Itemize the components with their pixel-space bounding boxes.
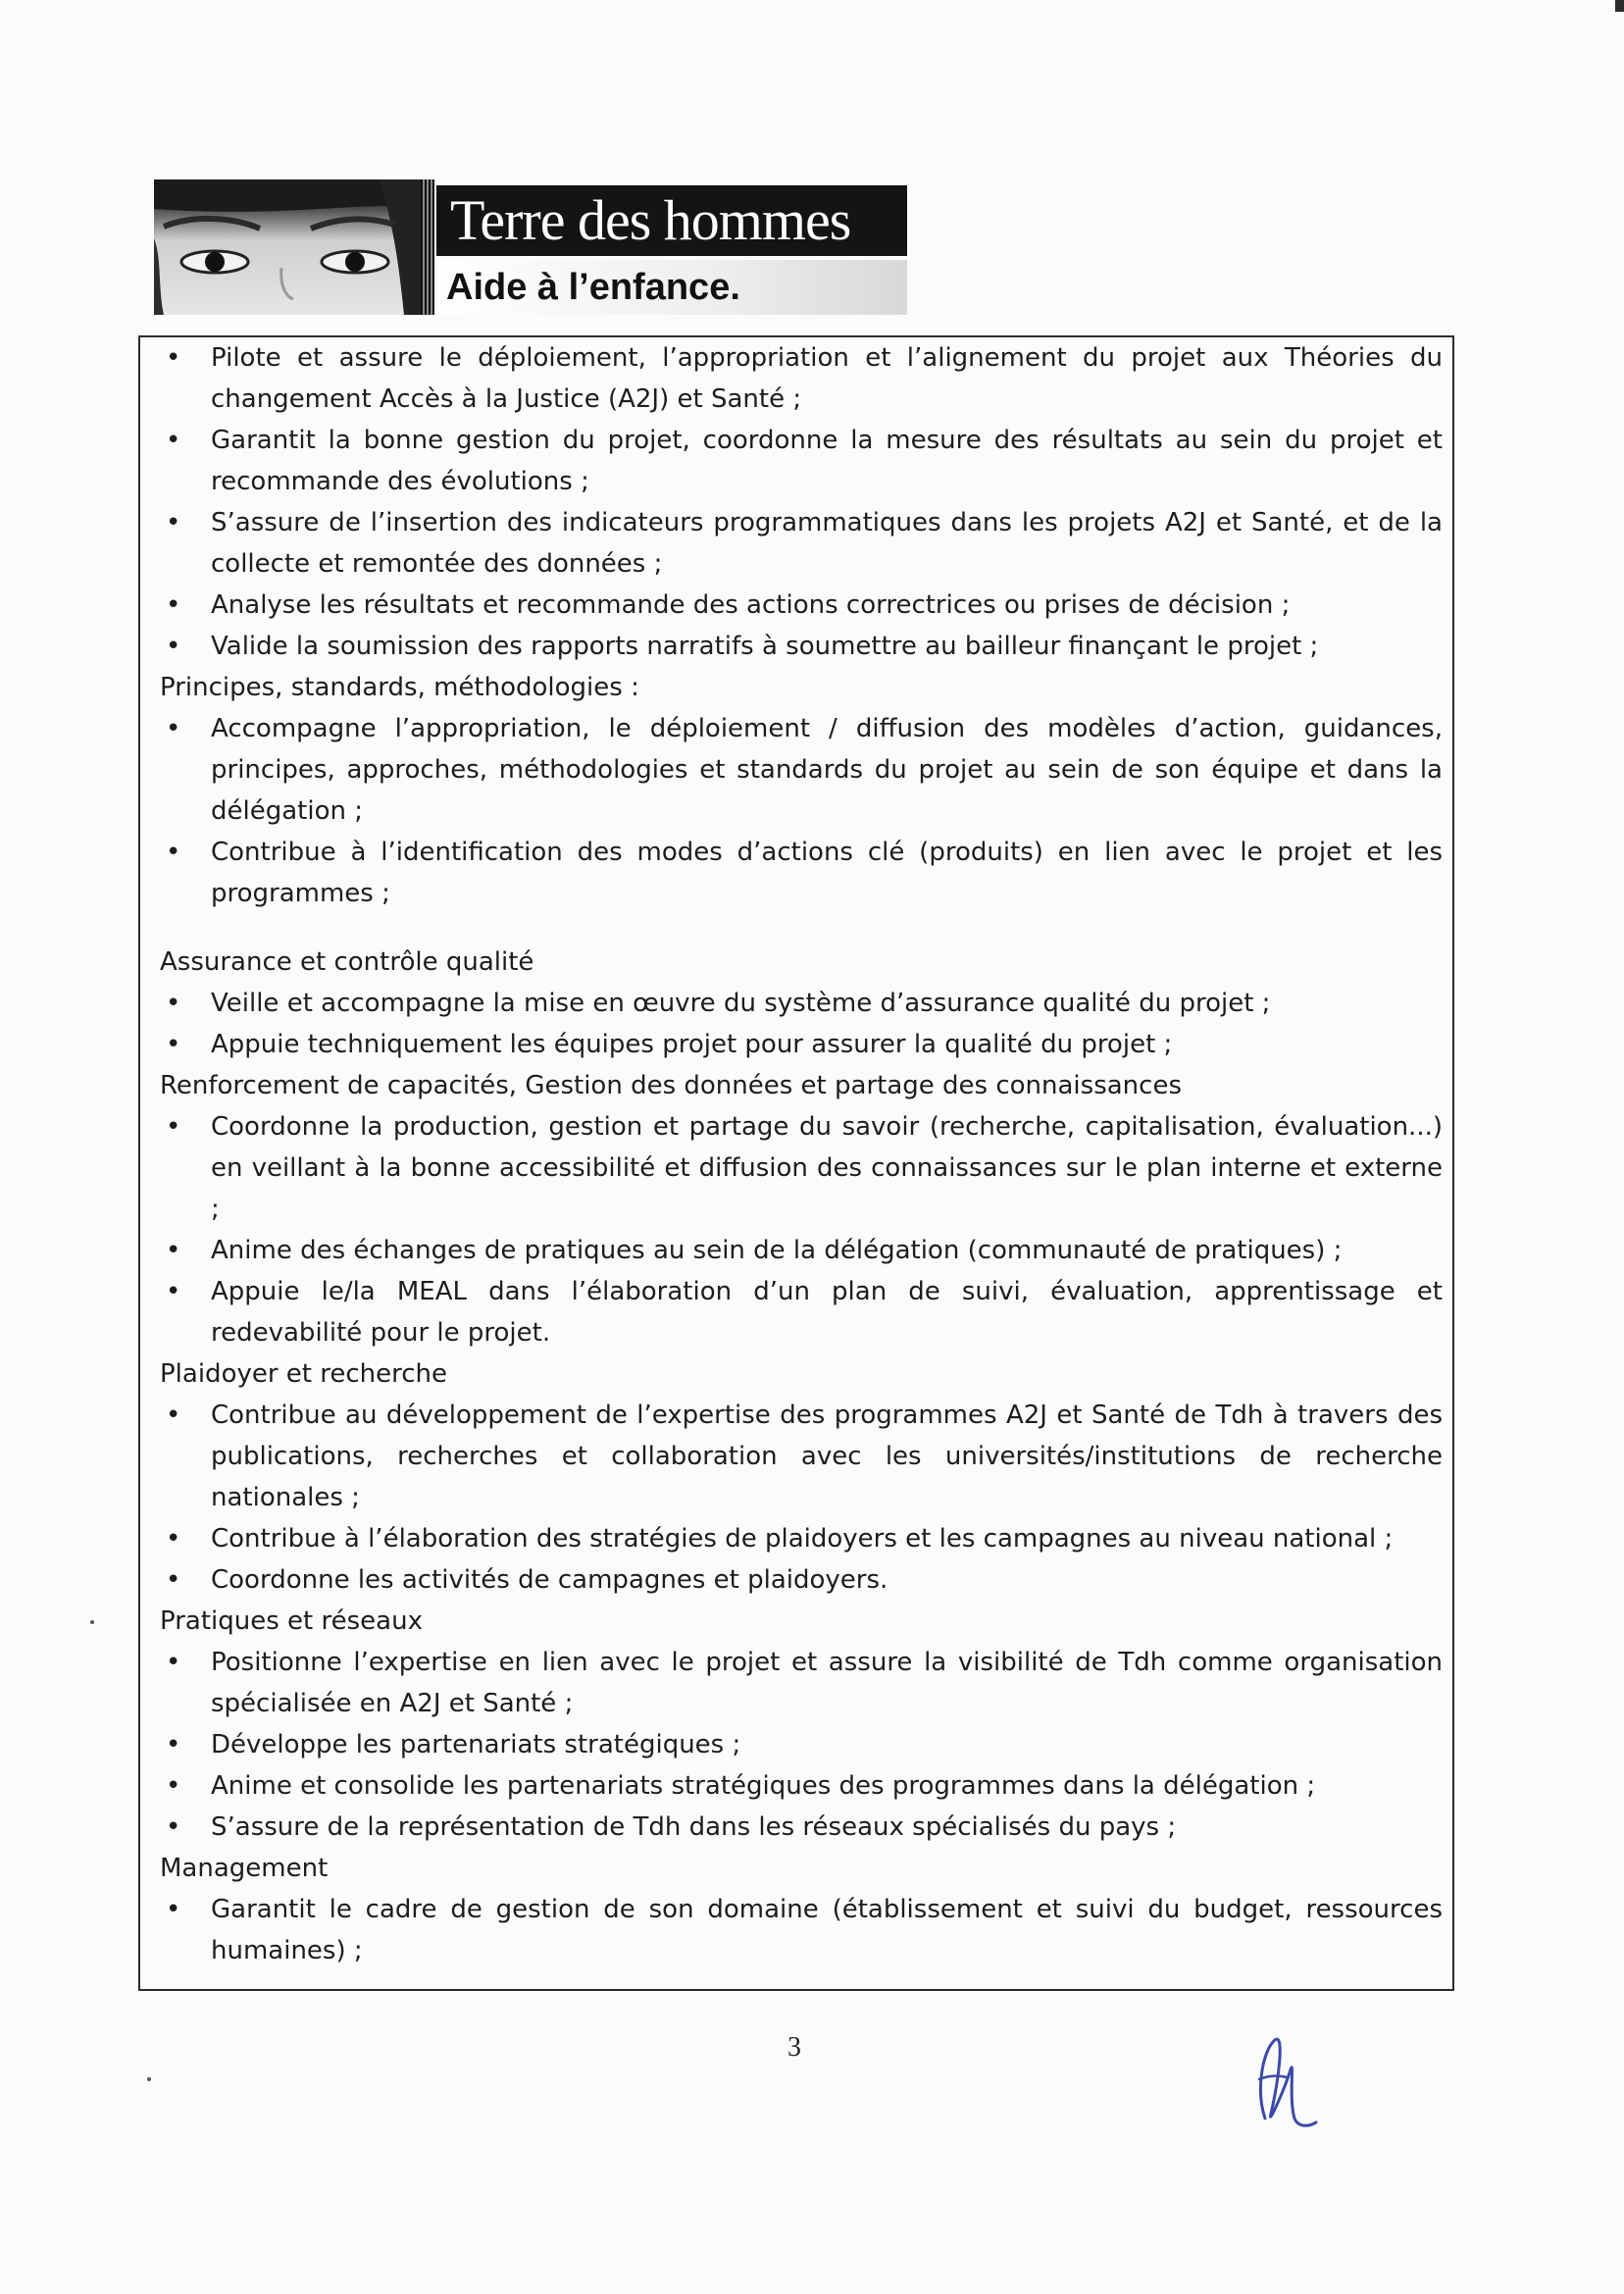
scan-speck bbox=[147, 2077, 151, 2081]
list-item: • Veille et accompagne la mise en œuvre du système d’assurance qualité du projet ; bbox=[160, 983, 1443, 1024]
bullet-icon: • bbox=[166, 1771, 181, 1801]
list-item: • Analyse les résultats et recommande des actions correctrices ou prises de décision ; bbox=[160, 585, 1443, 626]
content-box bbox=[138, 335, 1454, 1991]
list-item: • Accompagne l’appropriation, le déploiement / diffusion des modèles d’action, guidances, principes, approches, méthodologies et standards du projet au sein de son équipe et dans la délégation ; bbox=[160, 708, 1443, 832]
section-title-plaidoyer: Plaidoyer et recherche bbox=[160, 1359, 448, 1389]
bullet-icon: • bbox=[166, 1730, 181, 1759]
list-item: • S’assure de l’insertion des indicateurs programmatiques dans les projets A2J et Santé, et de la collecte et remontée des données ; bbox=[160, 502, 1443, 585]
list-item: • Pilote et assure le déploiement, l’appropriation et l’alignement du projet aux Théories du changement Accès à la Justice (A2J) et Santé ; bbox=[160, 337, 1443, 420]
list-item: • Garantit le cadre de gestion de son domaine (établissement et suivi du budget, ressources humaines) ; bbox=[160, 1889, 1443, 1971]
scan-edge-mark bbox=[1615, 0, 1624, 12]
section-bullet-list bbox=[160, 1106, 1443, 1353]
bullet-icon: • bbox=[166, 632, 181, 661]
list-item: • Appuie le/la MEAL dans l’élaboration d’un plan de suivi, évaluation, apprentissage et redevabilité pour le projet. bbox=[160, 1271, 1443, 1353]
bullet-icon: • bbox=[166, 1812, 181, 1842]
section-title-management: Management bbox=[160, 1854, 329, 1883]
bullet-icon: • bbox=[166, 714, 181, 743]
list-item: • Garantit la bonne gestion du projet, coordonne la mesure des résultats au sein du projet et recommande des évolutions ; bbox=[160, 420, 1443, 502]
intro-bullet-list bbox=[160, 337, 1443, 667]
handwritten-signature bbox=[1245, 2020, 1324, 2142]
list-item: • Anime des échanges de pratiques au sein de la délégation (communauté de pratiques) ; bbox=[160, 1230, 1443, 1271]
section-bullet-list bbox=[160, 1642, 1443, 1848]
page-number: 3 bbox=[787, 2032, 801, 2063]
bullet-icon: • bbox=[166, 989, 181, 1018]
bullet-icon: • bbox=[166, 1112, 181, 1142]
list-item: • Contribue à l’identification des modes d’actions clé (produits) en lien avec le projet et les programmes ; bbox=[160, 832, 1443, 914]
bullet-icon: • bbox=[166, 1648, 181, 1677]
logo-divider bbox=[421, 179, 434, 315]
bullet-icon: • bbox=[166, 1236, 181, 1265]
section-title-renforcement: Renforcement de capacités, Gestion des données et partage des connaissances bbox=[160, 1071, 1182, 1100]
bullet-icon: • bbox=[166, 1030, 181, 1059]
section-bullet-list bbox=[160, 1395, 1443, 1601]
terre-des-hommes-logo bbox=[154, 179, 907, 315]
section-bullet-list bbox=[160, 1889, 1443, 1971]
list-item: • Positionne l’expertise en lien avec le projet et assure la visibilité de Tdh comme organisation spécialisée en A2J et Santé ; bbox=[160, 1642, 1443, 1724]
list-item: • Contribue à l’élaboration des stratégies de plaidoyers et les campagnes au niveau national ; bbox=[160, 1518, 1443, 1559]
list-item: • Coordonne la production, gestion et partage du savoir (recherche, capitalisation, évaluation...) en veillant à la bonne accessibilité et diffusion des connaissances sur le plan interne et externe ; bbox=[160, 1106, 1443, 1230]
section-title-principes: Principes, standards, méthodologies : bbox=[160, 673, 639, 702]
list-item: • Développe les partenariats stratégiques ; bbox=[160, 1724, 1443, 1765]
list-item: • Anime et consolide les partenariats stratégiques des programmes dans la délégation ; bbox=[160, 1765, 1443, 1807]
section-title-assurance-qualite: Assurance et contrôle qualité bbox=[160, 947, 534, 977]
bullet-icon: • bbox=[166, 1277, 181, 1306]
scan-speck bbox=[90, 1620, 94, 1624]
logo-title: Terre des hommes bbox=[436, 185, 907, 256]
logo-child-eyes-photo bbox=[154, 179, 421, 315]
list-item: • Coordonne les activités de campagnes et plaidoyers. bbox=[160, 1559, 1443, 1601]
bullet-icon: • bbox=[166, 1401, 181, 1430]
bullet-icon: • bbox=[166, 343, 181, 373]
bullet-icon: • bbox=[166, 1524, 181, 1554]
list-item: • Contribue au développement de l’expertise des programmes A2J et Santé de Tdh à travers des publications, recherches et collaboration avec les universités/institutions de recherche nationales ; bbox=[160, 1395, 1443, 1518]
list-item: • Valide la soumission des rapports narratifs à soumettre au bailleur finançant le projet ; bbox=[160, 626, 1443, 667]
bullet-icon: • bbox=[166, 590, 181, 620]
bullet-icon: • bbox=[166, 1895, 181, 1924]
section-bullet-list bbox=[160, 983, 1443, 1065]
section-bullet-list bbox=[160, 708, 1443, 914]
bullet-icon: • bbox=[166, 1565, 181, 1595]
list-item: • S’assure de la représentation de Tdh dans les réseaux spécialisés du pays ; bbox=[160, 1807, 1443, 1848]
bullet-icon: • bbox=[166, 838, 181, 867]
content-inner bbox=[160, 337, 1443, 1971]
list-item: • Appuie techniquement les équipes projet pour assurer la qualité du projet ; bbox=[160, 1024, 1443, 1065]
bullet-icon: • bbox=[166, 426, 181, 455]
bullet-icon: • bbox=[166, 508, 181, 537]
logo-subtitle: Aide à l’enfance. bbox=[436, 260, 907, 315]
section-title-pratiques-reseaux: Pratiques et réseaux bbox=[160, 1606, 423, 1636]
